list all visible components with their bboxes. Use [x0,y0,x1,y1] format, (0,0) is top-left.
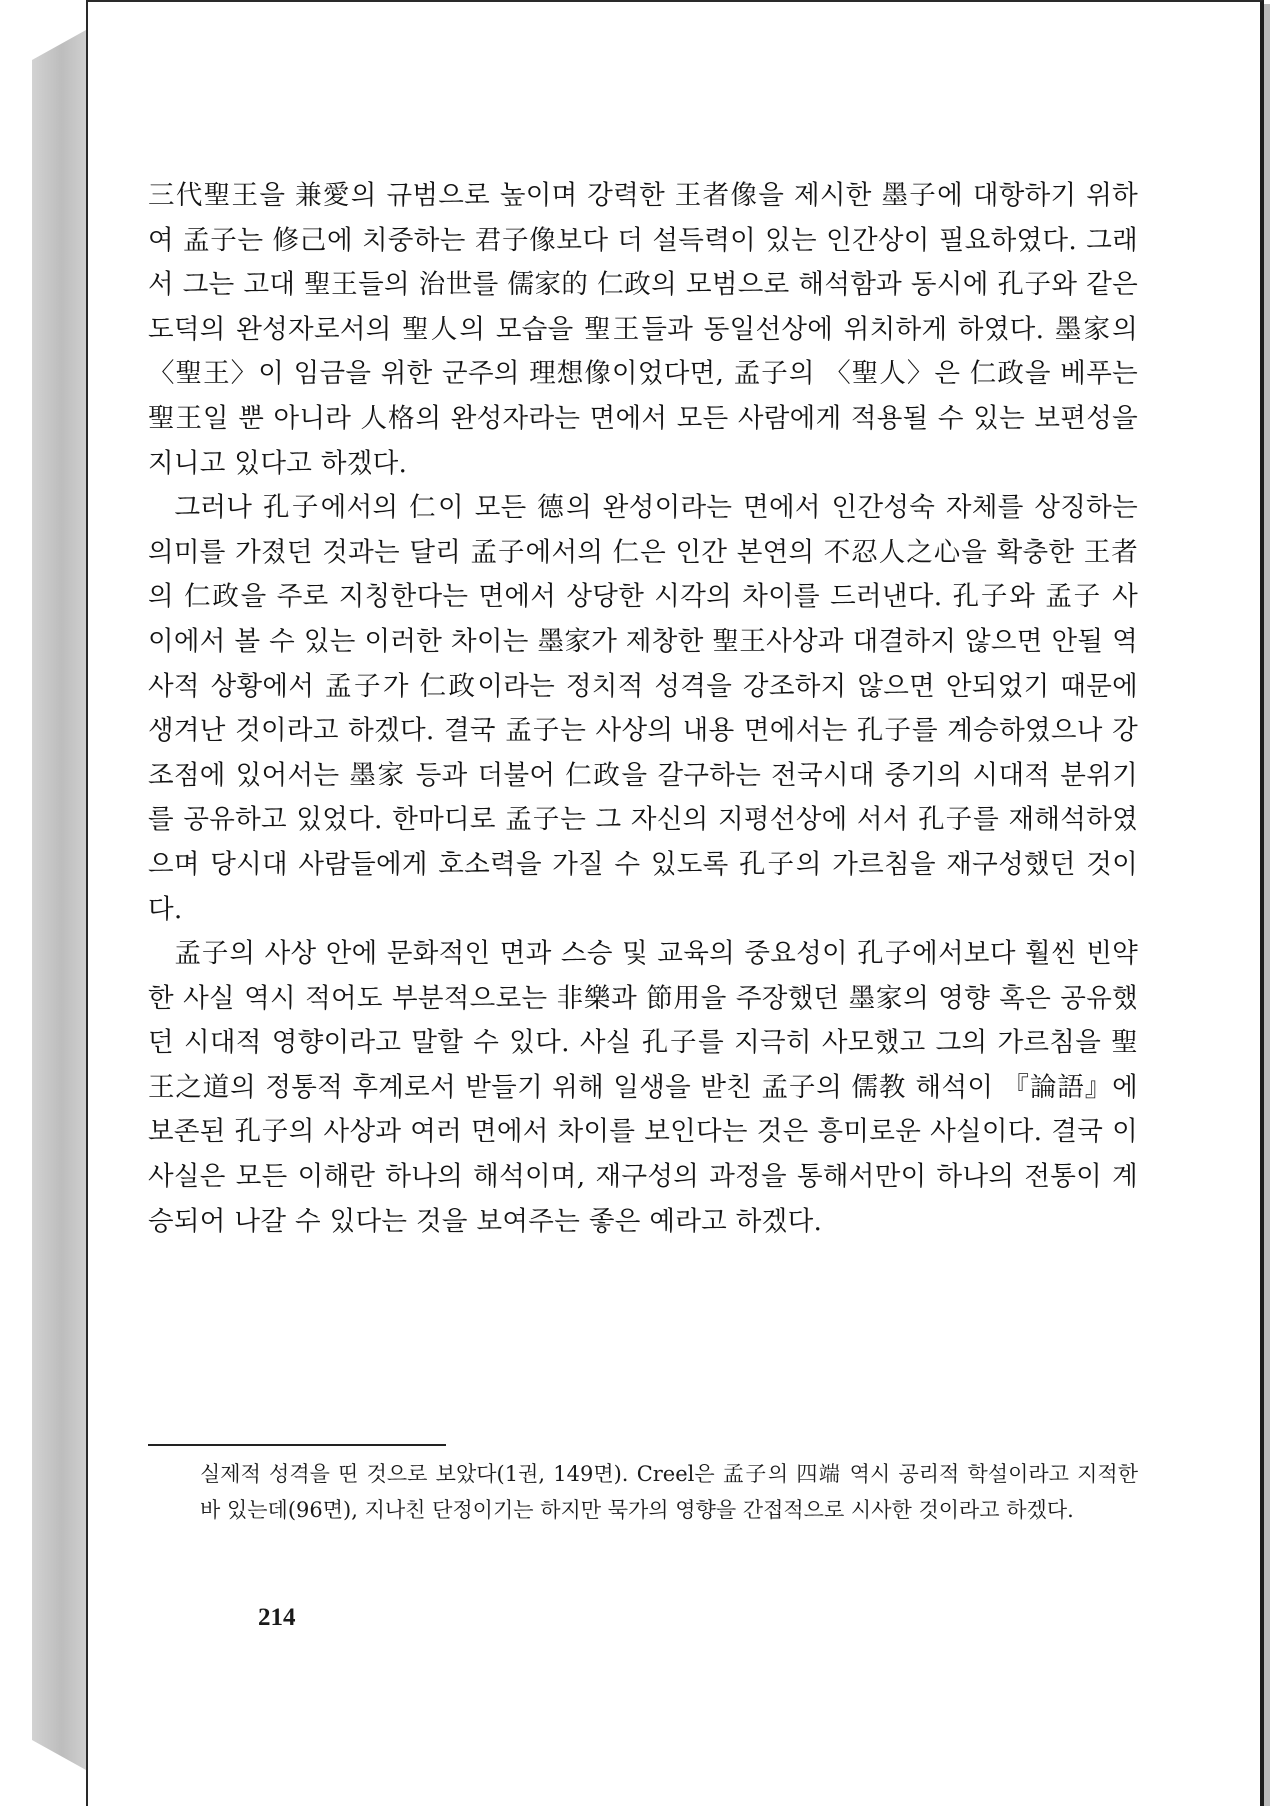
paragraph-1: 三代聖王을 兼愛의 규범으로 높이며 강력한 王者像을 제시한 墨子에 대항하기 위하여 孟子는 修己에 치중하는 君子像보다 더 설득력이 있는 인간상이 필요하였다. 그래서 그는 고대 聖王들의 治世를 儒家的 仁政의 모범으로 해석함과 동시에 孔子와 같은 도덕의 완성자로서의 聖人의 모습을 聖王들과 동일선상에 위치하게 하였다. 墨家의 〈聖王〉이 임금을 위한 군주의 理想像이었다면, 孟子의 〈聖人〉은 仁政을 베푸는 聖王일 뿐 아니라 人格의 완성자라는 면에서 모든 사람에게 적용될 수 있는 보편성을 지니고 있다고 하겠다. [148,180,1138,479]
footnote-divider [148,1444,446,1446]
paragraph-2: 그러나 孔子에서의 仁이 모든 德의 완성이라는 면에서 인간성숙 자체를 상징하는 의미를 가졌던 것과는 달리 孟子에서의 仁은 인간 본연의 不忍人之心을 확충한 王者의 仁政을 주로 지칭한다는 면에서 상당한 시각의 차이를 드러낸다. 孔子와 孟子 사이에서 볼 수 있는 이러한 차이는 墨家가 제창한 聖王사상과 대결하지 않으면 안될 역사적 상황에서 孟子가 仁政이라는 정치적 성격을 강조하지 않으면 안되었기 때문에 생겨난 것이라고 하겠다. 결국 孟子는 사상의 내용 면에서는 孔子를 계승하였으나 강조점에 있어서는 墨家 등과 더불어 仁政을 갈구하는 전국시대 중기의 시대적 분위기를 공유하고 있었다. 한마디로 孟子는 그 자신의 지평선상에 서서 孔子를 재해석하였으며 당시대 사람들에게 호소력을 가질 수 있도록 孔子의 가르침을 재구성했던 것이다. [148,492,1138,925]
book-spine [32,30,86,1770]
page-number: 214 [258,1604,296,1631]
footnote: 실제적 성격을 띤 것으로 보았다(1권, 149면). Creel은 孟子의 四端 역시 공리적 학설이라고 지적한 바 있는데(96면), 지나친 단정이기는 하지만 묵가의 영향을 간접적으로 시사한 것이라고 하겠다. [200,1462,1138,1522]
body-text [148,174,1138,1244]
paragraph-3: 孟子의 사상 안에 문화적인 면과 스승 및 교육의 중요성이 孔子에서보다 훨씬 빈약한 사실 역시 적어도 부분적으로는 非樂과 節用을 주장했던 墨家의 영향 혹은 공유했던 시대적 영향이라고 말할 수 있다. 사실 孔子를 지극히 사모했고 그의 가르침을 聖王之道의 정통적 후계로서 받들기 위해 일생을 받친 孟子의 儒教 해석이 『論語』에 보존된 孔子의 사상과 여러 면에서 차이를 보인다는 것은 흥미로운 사실이다. 결국 이 사실은 모든 이해란 하나의 해석이며, 재구성의 과정을 통해서만이 하나의 전통이 계승되어 나갈 수 있다는 것을 보여주는 좋은 예라고 하겠다. [148,938,1138,1237]
